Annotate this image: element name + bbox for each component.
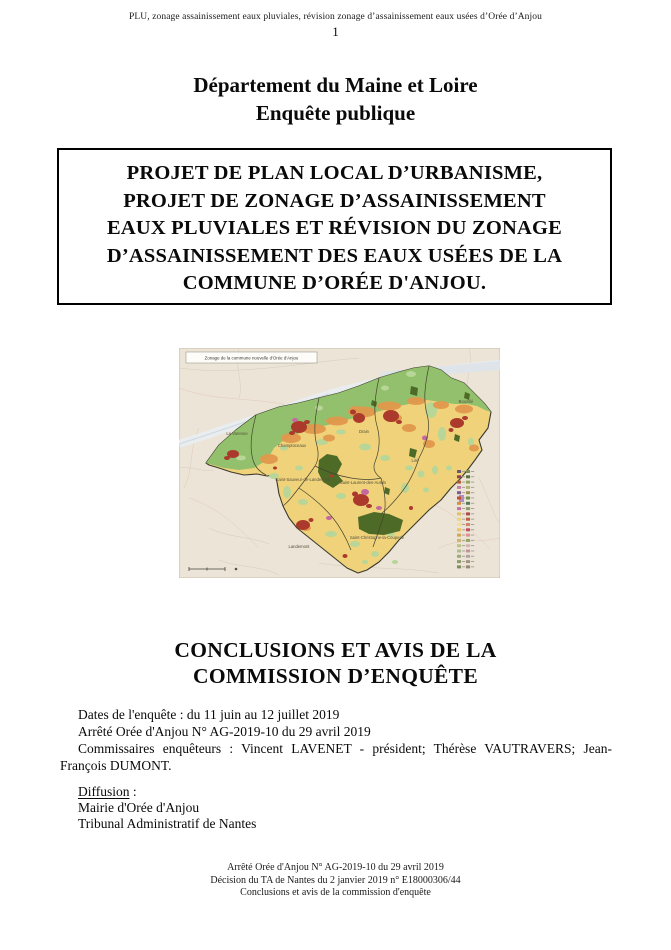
diffusion-item: Mairie d'Orée d'Anjou	[78, 800, 200, 815]
legend-swatch	[466, 470, 470, 473]
footer-line: Décision du TA de Nantes du 2 janvier 2019 n° E18000306/44	[210, 874, 461, 886]
legend-swatch	[457, 486, 461, 489]
legend-label-dash	[462, 545, 465, 546]
legend-label-dash	[471, 529, 474, 530]
legend-label-dash	[471, 524, 474, 525]
legend-label-dash	[471, 566, 474, 567]
map-label-la-varenne: La Varenne	[226, 431, 248, 436]
legend-label-dash	[462, 487, 465, 488]
legend-label-dash	[471, 476, 474, 477]
legend-label-dash	[462, 503, 465, 504]
legend-swatch	[457, 512, 461, 515]
legend-swatch	[457, 470, 461, 473]
legend-swatch	[457, 497, 461, 500]
footer-line: Conclusions et avis de la commission d'enquête	[240, 887, 431, 898]
legend-swatch	[457, 550, 461, 553]
legend-swatch	[457, 481, 461, 484]
diffusion-item: Tribunal Administratif de Nantes	[78, 816, 257, 831]
legend-swatch	[457, 518, 461, 521]
legend-label-dash	[462, 492, 465, 493]
legend-label-dash	[471, 492, 474, 493]
legend-swatch	[457, 528, 461, 531]
legend-swatch	[457, 544, 461, 547]
legend-label-dash	[471, 545, 474, 546]
legend-swatch	[457, 491, 461, 494]
legend-swatch	[466, 565, 470, 568]
map-caption-text: Zonage de la commune nouvelle d'Orée d'Anjou	[204, 355, 299, 361]
legend-swatch	[457, 539, 461, 542]
map-label-bouzille: Bouzillé	[458, 399, 474, 404]
map-label-saint-sauveur: Saint-Sauveur-de-Landemont	[275, 477, 331, 482]
diffusion-block	[78, 784, 256, 832]
project-box-line: PROJET DE PLAN LOCAL D’URBANISME,	[126, 162, 543, 184]
inquiry-details	[60, 706, 612, 774]
legend-label-dash	[471, 508, 474, 509]
running-header: PLU, zonage assainissement eaux pluviales, révision zonage d’assainissement eaux usées d’Orée d’Anjou	[129, 12, 542, 22]
legend-swatch	[457, 565, 461, 568]
legend-label-dash	[471, 498, 474, 499]
legend-swatch	[457, 502, 461, 505]
legend-label-dash	[462, 498, 465, 499]
legend-label-dash	[471, 540, 474, 541]
diffusion-label-line	[78, 784, 256, 800]
page-footer	[0, 862, 671, 900]
legend-label-dash	[462, 476, 465, 477]
legend-swatch	[466, 507, 470, 510]
map-label-lire: Liré	[411, 458, 419, 463]
legend-swatch	[466, 550, 470, 553]
map-label-landemont: Landemont	[288, 544, 310, 549]
legend-label-dash	[462, 508, 465, 509]
legend-label-dash	[471, 482, 474, 483]
legend-swatch	[466, 491, 470, 494]
map-north-dot	[235, 568, 238, 571]
legend-swatch	[466, 528, 470, 531]
conclusions-line-2: COMMISSION D’ENQUÊTE	[193, 664, 478, 688]
project-box-line: D’ASSAINISSEMENT DES EAUX USÉES DE LA	[106, 244, 563, 267]
legend-label-dash	[462, 551, 465, 552]
legend-label-dash	[471, 561, 474, 562]
legend-swatch	[466, 486, 470, 489]
project-box-line: EAUX PLUVIALES ET RÉVISION DU ZONAGE	[106, 217, 563, 240]
legend-swatch	[457, 523, 461, 526]
zoning-map-image	[179, 348, 500, 578]
inquiry-arrete: Arrêté Orée d'Anjou N° AG-2019-10 du 29 avril 2019	[78, 724, 371, 739]
legend-label-dash	[462, 535, 465, 536]
legend-swatch	[457, 555, 461, 558]
legend-swatch	[466, 518, 470, 521]
zoning-map-svg	[179, 348, 500, 578]
legend-label-dash	[471, 535, 474, 536]
legend-label-dash	[462, 529, 465, 530]
conclusions-heading	[0, 637, 671, 689]
legend-label-dash	[462, 513, 465, 514]
inquiry-dates: Dates de l'enquête : du 11 juin au 12 juillet 2019	[78, 707, 340, 722]
project-title-box	[57, 148, 612, 305]
legend-swatch	[466, 560, 470, 563]
legend-swatch	[466, 555, 470, 558]
project-box-line: PROJET DE ZONAGE D’ASSAINISSEMENT	[123, 189, 546, 212]
diffusion-colon: :	[129, 784, 137, 799]
legend-swatch	[466, 534, 470, 537]
legend-label-dash	[471, 487, 474, 488]
project-box-line: COMMUNE D’ORÉE D'ANJOU.	[182, 272, 487, 295]
conclusions-line-1: CONCLUSIONS ET AVIS DE LA	[174, 638, 497, 662]
map-label-saint-christophe: Saint-Christophe-la-Couperie	[349, 535, 405, 540]
legend-swatch	[457, 560, 461, 563]
legend-swatch	[457, 475, 461, 478]
legend-swatch	[466, 497, 470, 500]
legend-label-dash	[462, 471, 465, 472]
legend-label-dash	[471, 471, 474, 472]
legend-label-dash	[462, 561, 465, 562]
legend-label-dash	[462, 566, 465, 567]
map-label-drain: Drain	[358, 429, 370, 434]
map-label-saint-laurent: Saint-Laurent-des-Autels	[339, 480, 387, 485]
legend-label-dash	[471, 551, 474, 552]
document-title	[0, 71, 671, 127]
legend-swatch	[466, 544, 470, 547]
footer-line: Arrêté Orée d'Anjou N° AG-2019-10 du 29 avril 2019	[227, 862, 444, 873]
legend-swatch	[466, 481, 470, 484]
legend-label-dash	[462, 556, 465, 557]
legend-swatch	[466, 539, 470, 542]
legend-swatch	[466, 502, 470, 505]
legend-label-dash	[462, 524, 465, 525]
legend-label-dash	[471, 556, 474, 557]
legend-swatch	[466, 523, 470, 526]
legend-label-dash	[462, 482, 465, 483]
legend-label-dash	[462, 519, 465, 520]
page-number: 1	[332, 24, 339, 39]
map-label-champtoceaux: Champtoceaux	[277, 443, 307, 448]
legend-label-dash	[471, 513, 474, 514]
diffusion-label: Diffusion	[78, 784, 130, 799]
title-line-1: Département du Maine et Loire	[193, 73, 478, 97]
title-line-2: Enquête publique	[255, 101, 416, 125]
inquiry-commissioners-line-1: Commissaires enquêteurs : Vincent LAVENET - président; Thérèse VAUTRAVERS; Jean-	[78, 741, 612, 756]
legend-swatch	[457, 507, 461, 510]
inquiry-commissioners-line-2: François DUMONT.	[60, 758, 172, 773]
legend-swatch	[466, 512, 470, 515]
legend-swatch	[457, 534, 461, 537]
legend-label-dash	[471, 519, 474, 520]
legend-label-dash	[462, 540, 465, 541]
legend-label-dash	[471, 503, 474, 504]
legend-swatch	[466, 475, 470, 478]
